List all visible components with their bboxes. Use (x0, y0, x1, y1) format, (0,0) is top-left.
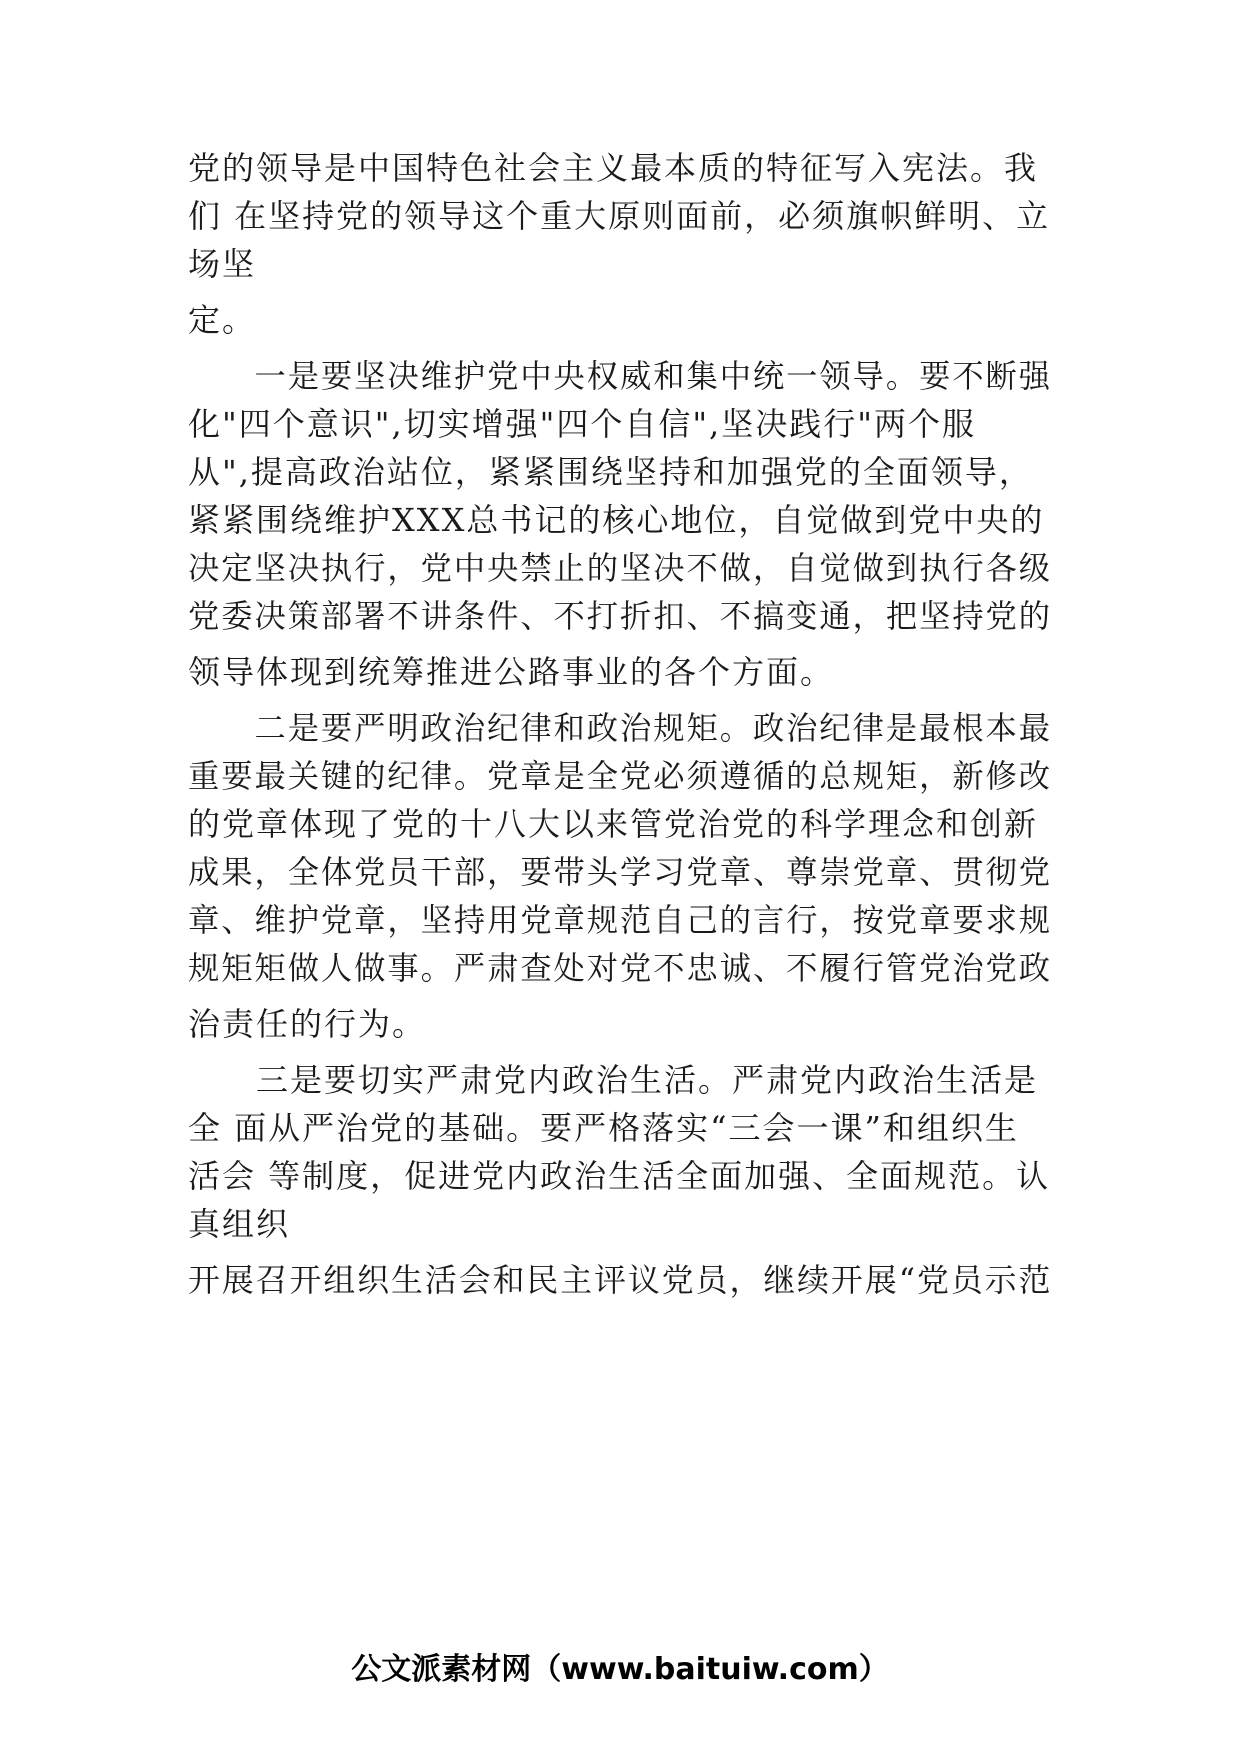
text-line: 治责任的行为。 (188, 1005, 427, 1043)
text-line: 规矩矩做人做事。严肃查处对党不忠诚、不履行管党治党政 (188, 949, 1053, 987)
text-line: 领导体现到统筹推进公路事业的各个方面。 (188, 653, 835, 691)
text-line: 化"四个意识",切实增强"四个自信",坚决践行"两个服 (188, 405, 976, 443)
text-line: 开展召开组织生活会和民主评议党员，继续开展“党员示范 (188, 1261, 1053, 1299)
text-line: 定。 (188, 301, 257, 339)
text-line: 三是要切实严肃党内政治生活。严肃党内政治生活是 (188, 1061, 1039, 1099)
text-line: 的党章体现了党的十八大以来管党治党的科学理念和创新 (188, 805, 1039, 843)
text-line: 真组织 (188, 1205, 291, 1243)
text-line: 章、维护党章，坚持用党章规范自己的言行，按党章要求规 (188, 901, 1053, 939)
text-line: 紧紧围绕维护XXX总书记的核心地位，自觉做到党中央的 (188, 501, 1045, 539)
text-line: 们 在坚持党的领导这个重大原则面前，必须旗帜鲜明、立 (188, 197, 1051, 235)
text-line: 党委决策部署不讲条件、不打折扣、不搞变通，把坚持党的 (188, 597, 1053, 635)
text-line: 从",提高政治站位，紧紧围绕坚持和加强党的全面领导， (188, 453, 1033, 491)
text-line: 场坚 (188, 245, 257, 283)
text-line: 全 面从严治党的基础。要严格落实“三会一课”和组织生 (188, 1109, 1019, 1147)
text-line: 成果，全体党员干部，要带头学习党章、尊崇党章、贯彻党 (188, 853, 1053, 891)
text-line: 二是要严明政治纪律和政治规矩。政治纪律是最根本最 (188, 709, 1053, 747)
text-line: 决定坚决执行，党中央禁止的坚决不做，自觉做到执行各级 (188, 549, 1053, 587)
text-line: 重要最关键的纪律。党章是全党必须遵循的总规矩，新修改 (188, 757, 1053, 795)
text-line: 党的领导是中国特色社会主义最本质的特征写入宪法。我 (188, 149, 1039, 187)
text-line: 一是要坚决维护党中央权威和集中统一领导。要不断强 (188, 357, 1053, 395)
footer-watermark: 公文派素材网（www.baituiw.com） (351, 1652, 889, 1687)
text-line: 活会 等制度，促进党内政治生活全面加强、全面规范。认 (188, 1157, 1051, 1195)
